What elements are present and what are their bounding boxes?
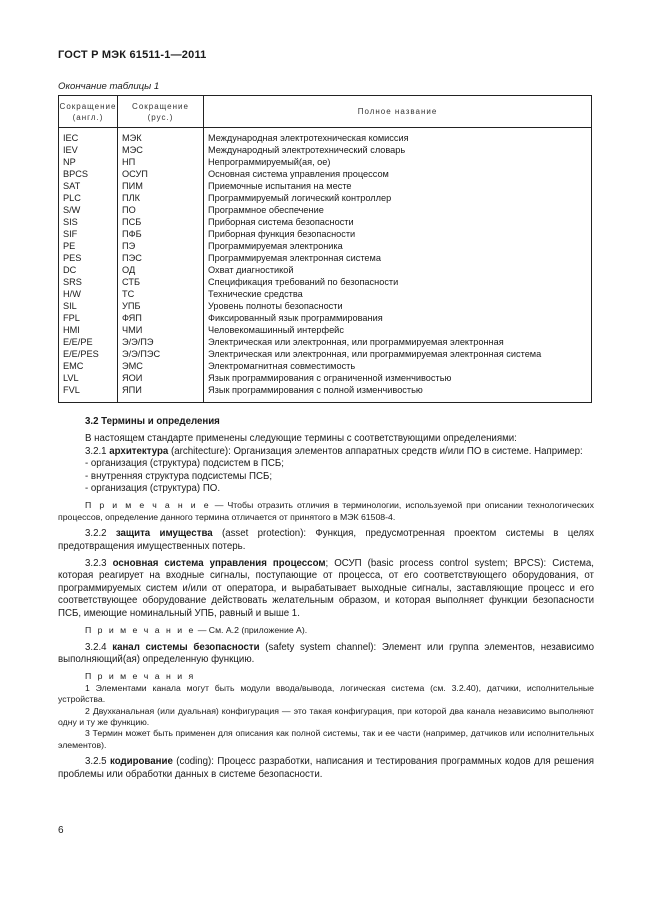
note: П р и м е ч а н и е — Чтобы отразить отличия в терминологии, используемой при описании технологических процессов, определение данного термина отличается от принятого в МЭК 61508-4. — [58, 500, 595, 522]
full-name-cell: Основная система управления процессом — [204, 168, 592, 180]
full-name-cell: Электрическая или электронная, или программируемая электронная — [204, 336, 592, 348]
full-name-cell: Программируемая электроника — [204, 240, 592, 252]
abbr-ru-cell: ОД — [118, 264, 204, 276]
term-3-2-2: 3.2.2 защита имущества (asset protection): Функция, предусмотренная проектом системы в целях предотвращения имущественных потерь. — [58, 528, 594, 552]
full-name-cell: Технические средства — [204, 288, 592, 300]
abbr-ru-cell: ОСУП — [118, 168, 204, 180]
full-name-cell: Спецификация требований по безопасности — [204, 276, 592, 288]
table-row — [59, 168, 592, 180]
table-row — [59, 372, 592, 384]
table-row — [59, 264, 592, 276]
abbr-en-cell: DC — [59, 264, 118, 276]
abbr-ru-cell: ЯПИ — [118, 384, 204, 403]
term-3-2-3: 3.2.3 основная система управления процессом; ОСУП (basic process control system; BPCS): Система, которая реагирует на входные сигналы, поступающие от процесса, от его соответствующего оборудования, от программируемых систем и/или от оператора, и вырабатывает выходные сигналы, заставляющие процесс и его соответствующее оборудование действовать желательным образом, и которая выполняет функции безопасности ПСБ, имеющие номинальный УПБ, равный и выше 1. — [58, 558, 594, 619]
abbr-ru-cell: ПО — [118, 204, 204, 216]
full-name-cell: Язык программирования с ограниченной изменчивостью — [204, 372, 592, 384]
full-name-cell: Программное обеспечение — [204, 204, 592, 216]
abbr-en-cell: LVL — [59, 372, 118, 384]
table-row — [59, 204, 592, 216]
abbr-ru-cell: СТБ — [118, 276, 204, 288]
table-row — [59, 360, 592, 372]
table-row — [59, 288, 592, 300]
section-body — [58, 416, 594, 781]
abbr-ru-cell: ПФБ — [118, 228, 204, 240]
table-row — [59, 228, 592, 240]
abbr-ru-cell: ПЛК — [118, 192, 204, 204]
abbreviations-table — [58, 95, 592, 403]
abbr-en-cell: E/E/PE — [59, 336, 118, 348]
document-header: ГОСТ Р МЭК 61511-1—2011 — [58, 49, 207, 61]
table-caption: Окончание таблицы 1 — [58, 81, 160, 92]
abbr-en-cell: SRS — [59, 276, 118, 288]
term-name: защита имущества — [115, 528, 213, 540]
abbr-ru-cell: ПИМ — [118, 180, 204, 192]
full-name-cell: Непрограммируемый(ая, ое) — [204, 156, 592, 168]
abbr-ru-cell: УПБ — [118, 300, 204, 312]
note: П р и м е ч а н и е — См. А.2 (приложение А). — [85, 625, 308, 636]
table-row — [59, 384, 592, 403]
full-name-cell: Международная электротехническая комиссия — [204, 128, 592, 145]
full-name-cell: Программируемый логический контроллер — [204, 192, 592, 204]
abbr-ru-cell: ЧМИ — [118, 324, 204, 336]
table-row — [59, 324, 592, 336]
list-item: - внутренняя структура подсистемы ПСБ; — [85, 470, 273, 482]
abbr-en-cell: NP — [59, 156, 118, 168]
abbr-en-cell: E/E/PES — [59, 348, 118, 360]
note-item: 1 Элементами канала могут быть модули ввода/вывода, логическая система (см. 3.2.40), датчики, исполнительные устройства. — [58, 682, 594, 705]
abbr-ru-cell: ФЯП — [118, 312, 204, 324]
table-row — [59, 216, 592, 228]
table-row — [59, 276, 592, 288]
full-name-cell: Электромагнитная совместимость — [204, 360, 592, 372]
table-row — [59, 312, 592, 324]
table-row — [59, 336, 592, 348]
note-item: 2 Двухканальная (или дуальная) конфигурация — это такая конфигурация, при которой два канала независимо выполняют одну и ту же функцию. — [58, 705, 594, 727]
term-name: канал системы безопасности — [112, 641, 260, 653]
table-row — [59, 192, 592, 204]
abbr-ru-cell: ЭМС — [118, 360, 204, 372]
abbr-ru-cell: ТС — [118, 288, 204, 300]
abbr-en-cell: SIL — [59, 300, 118, 312]
abbr-en-cell: IEV — [59, 144, 118, 156]
term-name: архитектура — [109, 445, 169, 457]
term-3-2-5: 3.2.5 кодирование (coding): Процесс разработки, написания и тестирования программных кодов для решения проблемы или обработки данных в системе безопасности. — [58, 756, 594, 780]
full-name-cell: Электрическая или электронная, или программируемая электронная система — [204, 348, 592, 360]
section-heading: 3.2 Термины и определения — [85, 416, 220, 427]
abbr-en-cell: IEC — [59, 128, 118, 145]
abbr-ru-cell: Э/Э/ПЭ — [118, 336, 204, 348]
table-row — [59, 348, 592, 360]
section-intro: В настоящем стандарте применены следующие термины с соответствующими определениями: — [85, 433, 517, 445]
table-row — [59, 180, 592, 192]
abbr-en-cell: H/W — [59, 288, 118, 300]
full-name-cell: Фиксированный язык программирования — [204, 312, 592, 324]
notes-label: П р и м е ч а н и я — [85, 671, 196, 682]
full-name-cell: Уровень полноты безопасности — [204, 300, 592, 312]
full-name-cell: Приборная функция безопасности — [204, 228, 592, 240]
full-name-cell: Приборная система безопасности — [204, 216, 592, 228]
abbr-en-cell: EMC — [59, 360, 118, 372]
abbr-ru-cell: ПСБ — [118, 216, 204, 228]
abbr-en-cell: BPCS — [59, 168, 118, 180]
abbr-en-cell: SAT — [59, 180, 118, 192]
abbr-ru-cell: Э/Э/ПЭС — [118, 348, 204, 360]
abbr-en-cell: S/W — [59, 204, 118, 216]
abbr-ru-cell: МЭС — [118, 144, 204, 156]
abbr-en-cell: SIS — [59, 216, 118, 228]
abbr-en-cell: SIF — [59, 228, 118, 240]
abbr-en-cell: FVL — [59, 384, 118, 403]
list-item: - организация (структура) подсистем в ПСБ; — [85, 458, 284, 470]
column-header-abbr-ru: Сокращение (рус.) — [118, 96, 204, 128]
list-item: - организация (структура) ПО. — [85, 483, 221, 495]
full-name-cell: Приемочные испытания на месте — [204, 180, 592, 192]
term-3-2-4: 3.2.4 канал системы безопасности (safety system channel): Элемент или группа элементов, независимо выполняющий(ая) определенную функцию. — [58, 641, 594, 665]
table-row — [59, 240, 592, 252]
abbr-en-cell: HMI — [59, 324, 118, 336]
term-name: кодирование — [109, 756, 173, 768]
abbr-ru-cell: НП — [118, 156, 204, 168]
table-row — [59, 252, 592, 264]
term-3-2-1: 3.2.1 архитектура (architecture): Организация элементов аппаратных средств и/или ПО в системе. Например: — [85, 445, 583, 457]
abbr-ru-cell: ЯОИ — [118, 372, 204, 384]
abbr-en-cell: PES — [59, 252, 118, 264]
column-header-full-name: Полное название — [204, 96, 592, 128]
term-name: основная система управления процессом — [112, 558, 326, 570]
full-name-cell: Язык программирования с полной изменчивостью — [204, 384, 592, 403]
abbr-ru-cell: ПЭС — [118, 252, 204, 264]
note-item: 3 Термин может быть применен для описания как полной системы, так и ее части (например, датчиков или исполнительных элементов). — [58, 728, 594, 750]
column-header-abbr-en: Сокращение (англ.) — [59, 96, 118, 128]
full-name-cell: Человекомашинный интерфейс — [204, 324, 592, 336]
full-name-cell: Международный электротехнический словарь — [204, 144, 592, 156]
table-row — [59, 156, 592, 168]
page-number: 6 — [58, 825, 64, 836]
abbr-ru-cell: МЭК — [118, 128, 204, 145]
full-name-cell: Программируемая электронная система — [204, 252, 592, 264]
full-name-cell: Охват диагностикой — [204, 264, 592, 276]
table-row — [59, 128, 592, 145]
table-row — [59, 300, 592, 312]
abbr-ru-cell: ПЭ — [118, 240, 204, 252]
table-row — [59, 144, 592, 156]
abbr-en-cell: PLC — [59, 192, 118, 204]
abbr-en-cell: PE — [59, 240, 118, 252]
abbr-en-cell: FPL — [59, 312, 118, 324]
